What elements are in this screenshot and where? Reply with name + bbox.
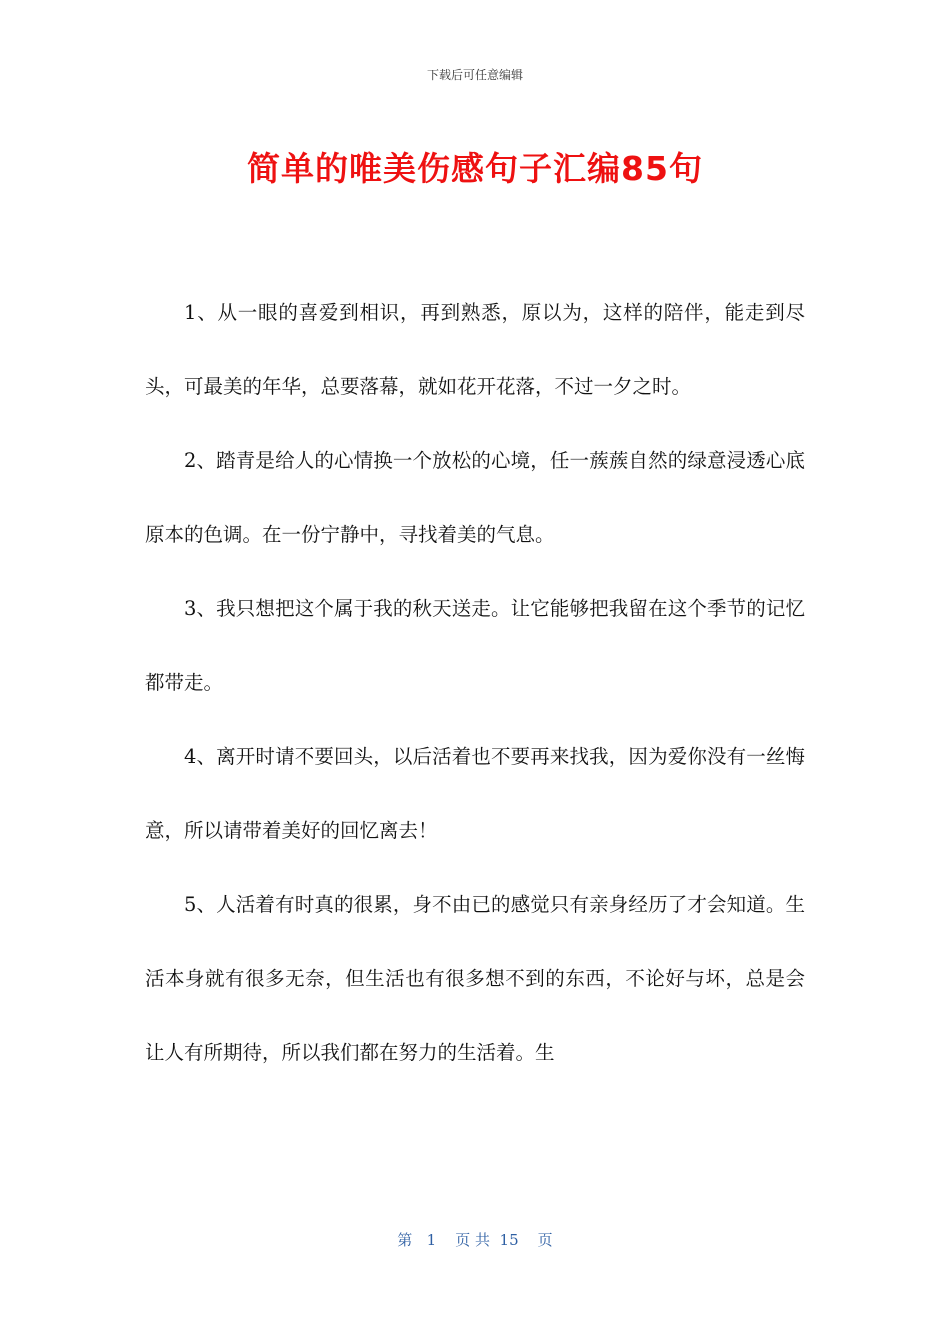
paragraph-3: 3、我只想把这个属于我的秋天送走。让它能够把我留在这个季节的记忆都带走。 — [145, 597, 805, 694]
document-title: 简单的唯美伤感句子汇编85句 — [247, 149, 703, 188]
page-footer: 第 1 页 共 15 页 — [397, 1231, 553, 1249]
paragraph-1: 1、从一眼的喜爱到相识，再到熟悉，原以为，这样的陪伴，能走到尽头，可最美的年华，总要落幕，就如花开花落，不过一夕之时。 — [145, 301, 805, 398]
header-note: 下载后可任意编辑 — [426, 68, 523, 82]
paragraph-2: 2、踏青是给人的心情换一个放松的心境，任一蔟蔟自然的绿意浸透心底原本的色调。在一份宁静中，寻找着美的气息。 — [145, 449, 805, 546]
document-body — [145, 276, 805, 1090]
paragraph-4: 4、离开时请不要回头，以后活着也不要再来找我，因为爱你没有一丝悔意，所以请带着美好的回忆离去！ — [145, 745, 805, 842]
paragraph-5: 5、人活着有时真的很累，身不由已的感觉只有亲身经历了才会知道。生活本身就有很多无奈，但生活也有很多想不到的东西，不论好与坏，总是会让人有所期待，所以我们都在努力的生活着。生 — [145, 893, 805, 1064]
